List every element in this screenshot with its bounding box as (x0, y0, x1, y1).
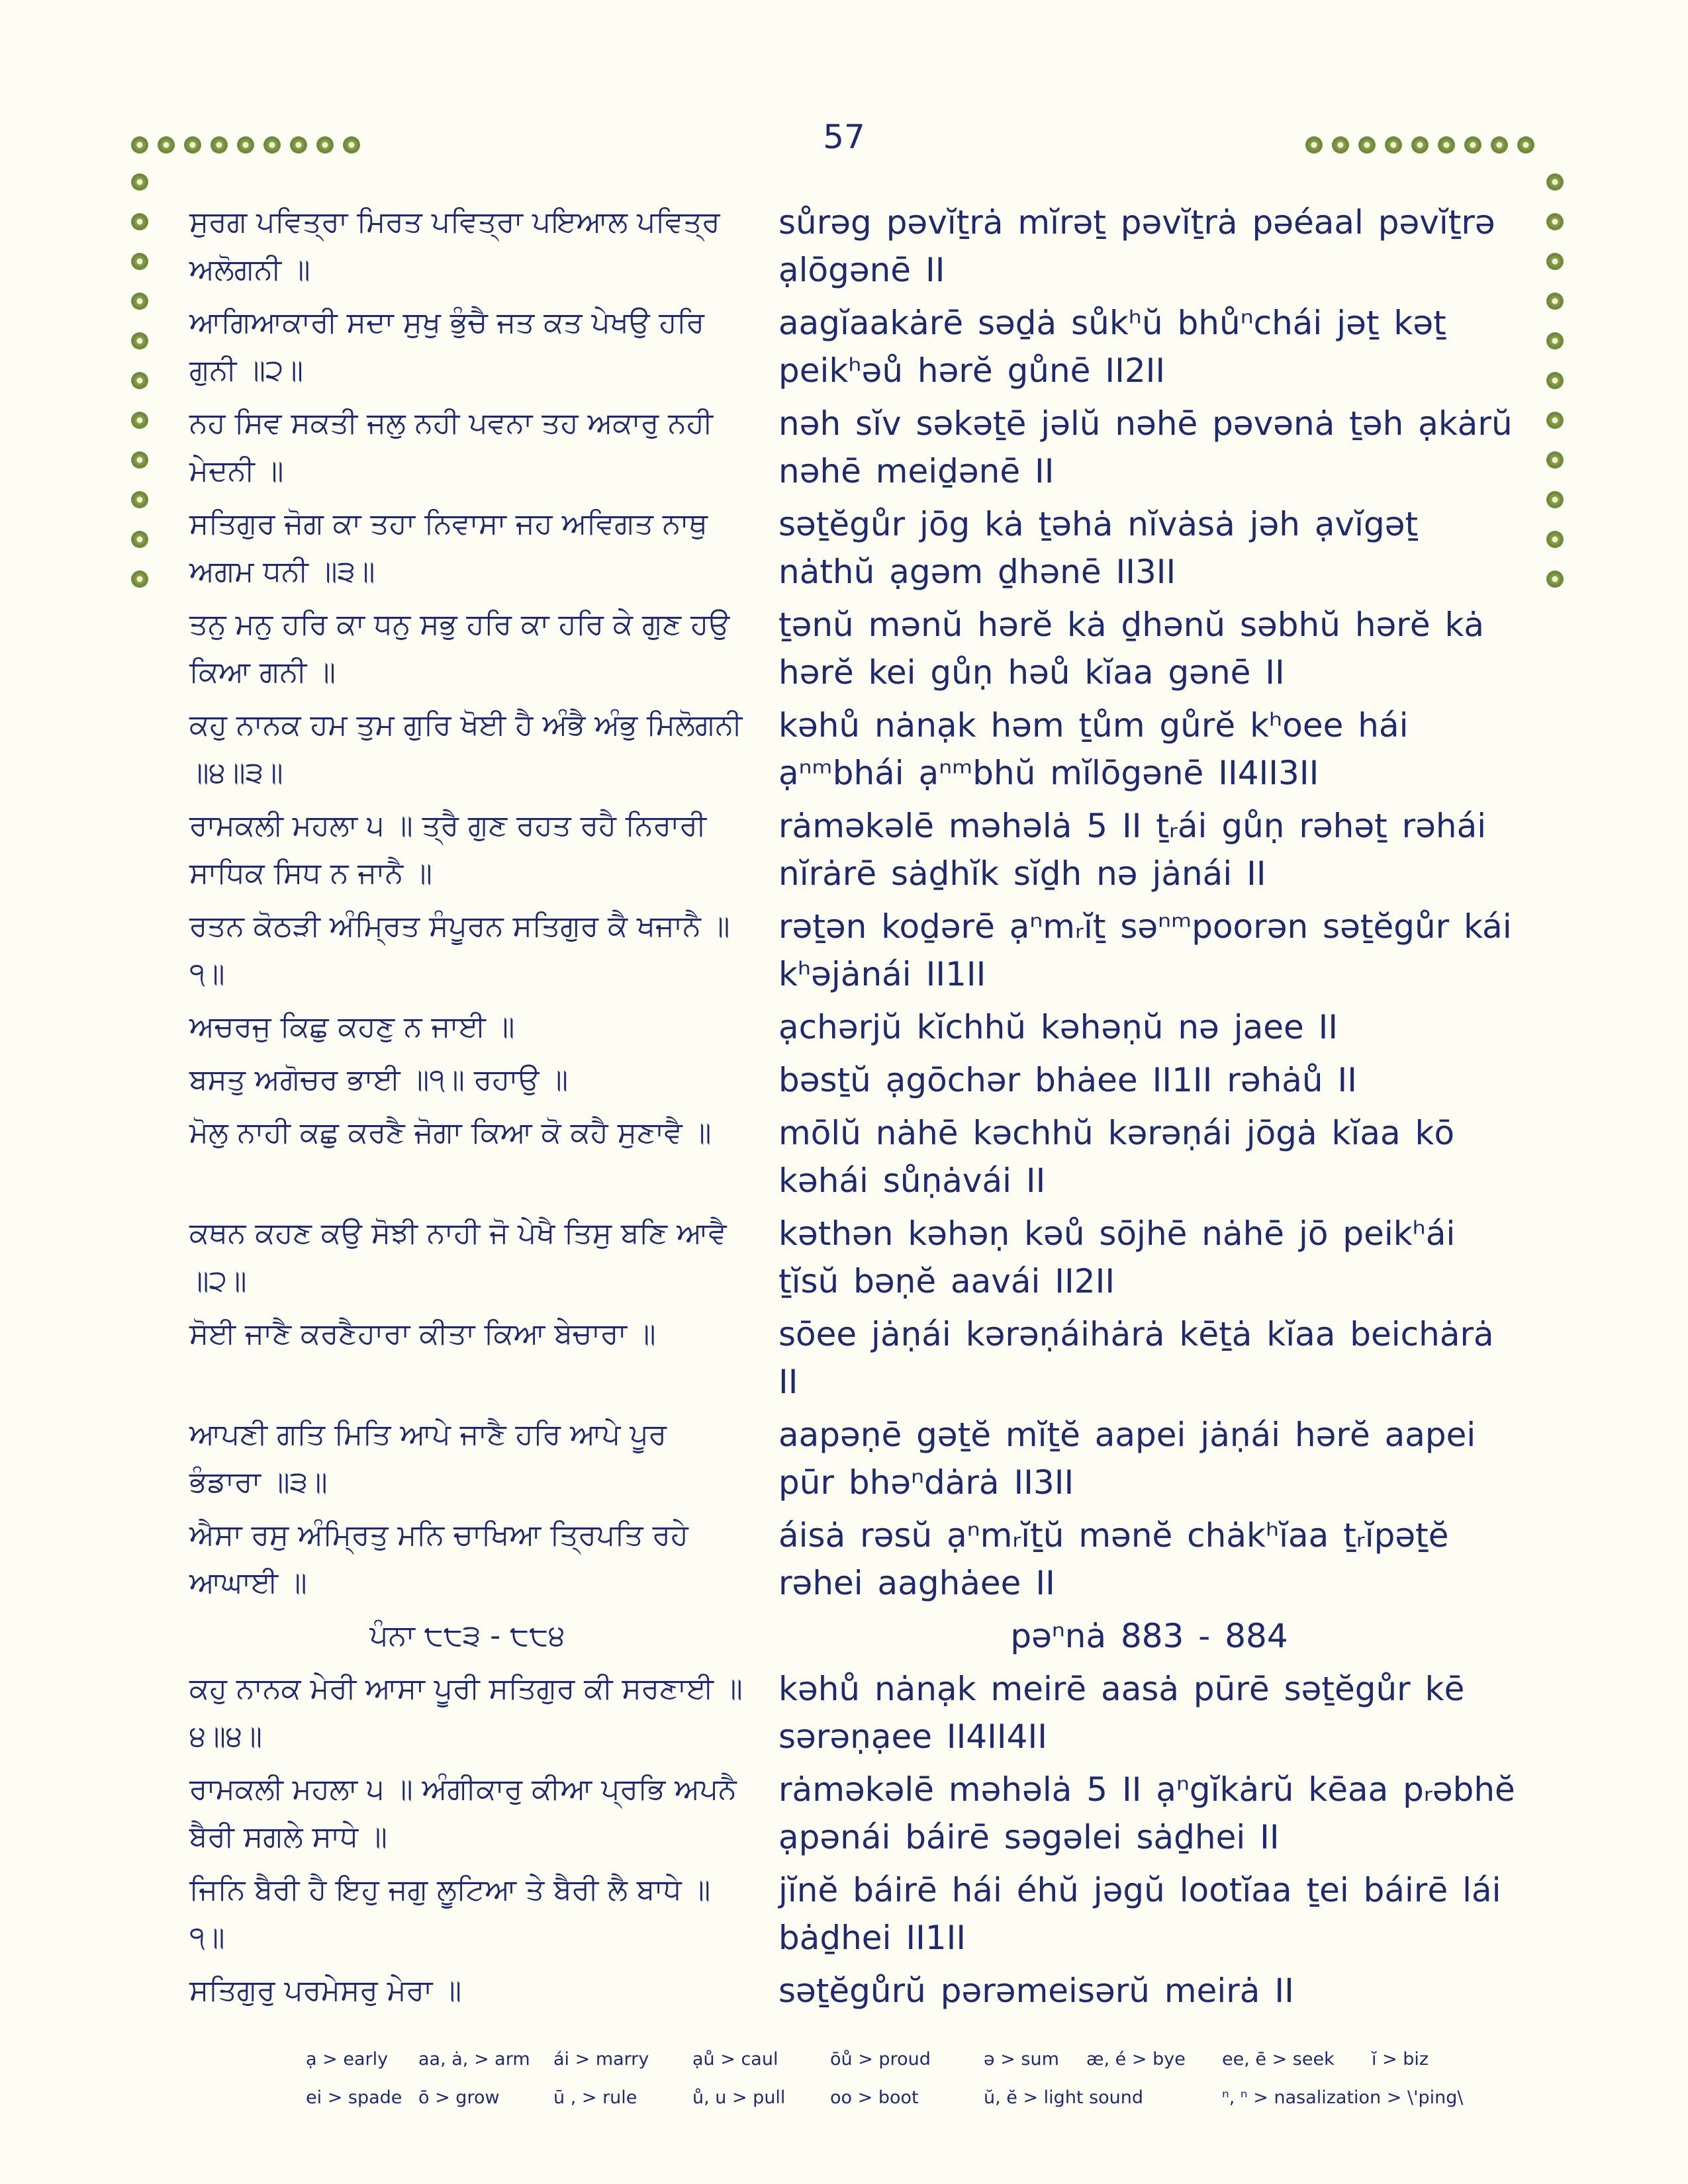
legend-entry: ee, ē > seek (1222, 2048, 1335, 2070)
verse-row (189, 1003, 1520, 1051)
flower-ornament-icon (1305, 136, 1323, 154)
flower-ornament-icon (316, 136, 334, 154)
flower-ornament-icon (1546, 531, 1564, 548)
verse-row (189, 500, 1520, 596)
ornament-right-column (1546, 173, 1564, 588)
legend-entry: ů, u > pull (692, 2087, 786, 2108)
transliteration-text: áisȧ rəsŭ ạⁿmᵣĭṯŭ mənĕ chȧkʰĭaa ṯᵣĭpəṯĕ rəhei aaghȧee II (778, 1516, 1449, 1602)
flower-ornament-icon (184, 136, 201, 154)
gurmukhi-text: ਸੋਈ ਜਾਣੈ ਕਰਣੈਹਾਰਾ ਕੀਤਾ ਕਿਆ ਬੇਚਾਰਾ ॥ (189, 1317, 656, 1351)
transliteration-text: kəthən kəhəṇ kəů sōjhē nȧhē jō peikʰái ṯĭsŭ bəṇĕ aavái II2II (778, 1214, 1456, 1300)
gurmukhi-text: ਤਨੁ ਮਨੁ ਹਰਿ ਕਾ ਧਨੁ ਸਭੁ ਹਰਿ ਕਾ ਹਰਿ ਕੇ ਗੁਣ ਹਉ ਕਿਆ ਗਨੀ ॥ (189, 608, 730, 689)
flower-ornament-icon (1491, 136, 1508, 154)
flower-ornament-icon (131, 136, 148, 154)
page-number: 57 (823, 118, 865, 156)
flower-ornament-icon (1546, 372, 1564, 389)
transliteration-text: kəhů nȧnạk meirē aasȧ pūrē səṯĕgůr kē sərəṇạee II4II4II (778, 1670, 1465, 1756)
pronunciation-legend (306, 2040, 1497, 2116)
verse-row (189, 1109, 1520, 1205)
gurmukhi-text: ਸੁਰਗ ਪਵਿਤ੍ਰਾ ਮਿਰਤ ਪਵਿਤ੍ਰਾ ਪਇਆਲ ਪਵਿਤ੍ਰ ਅਲੋਗਨੀ ॥ (189, 205, 720, 287)
ornament-top-left (131, 136, 360, 154)
flower-ornament-icon (1411, 136, 1429, 154)
transliteration-text: səṯĕgůrŭ pərəmeisərŭ meirȧ II (778, 1972, 1294, 2010)
flower-ornament-icon (237, 136, 254, 154)
flower-ornament-icon (290, 136, 307, 154)
transliteration-text: ṯənŭ mənŭ hərĕ kȧ ḏhənŭ səbhŭ hərĕ kȧ hərĕ kei gůṇ həů kĭaa gənē II (778, 606, 1485, 692)
legend-entry: ū , > rule (553, 2087, 637, 2108)
legend-entry: ạ > early (306, 2048, 389, 2070)
legend-entry: ái > marry (553, 2048, 649, 2070)
flower-ornament-icon (131, 412, 148, 429)
flower-ornament-icon (343, 136, 360, 154)
transliteration-text: mōlŭ nȧhē kəchhŭ kərəṇái jōgȧ kĭaa kō kəhái sůṇȧvái II (778, 1114, 1455, 1200)
flower-ornament-icon (1546, 570, 1564, 588)
verse-row (189, 601, 1520, 696)
verse-row (189, 400, 1520, 495)
flower-ornament-icon (1546, 253, 1564, 270)
verse-table (189, 199, 1520, 2015)
transliteration-text: rȧməkəlē məhəlȧ 5 II ṯᵣái gůṇ rəhəṯ rəhái nĭrȧrē sȧḏhĭk sĭḏh nə jȧnái II (778, 807, 1487, 893)
flower-ornament-icon (1546, 293, 1564, 310)
flower-ornament-icon (131, 293, 148, 310)
gurmukhi-text: ਆਪਣੀ ਗਤਿ ਮਿਤਿ ਆਪੇ ਜਾਣੈ ਹਰਿ ਆਪੇ ਪੂਰ ਭੰਡਾਰਾ ॥੩॥ (189, 1418, 667, 1499)
transliteration-text: rȧməkəlē məhəlȧ 5 II ạⁿgĭkȧrŭ kēaa pᵣəbhĕ ạpənái báirē səgəlei sȧḏhei II (778, 1770, 1515, 1856)
flower-ornament-icon (1546, 412, 1564, 429)
flower-ornament-icon (1546, 491, 1564, 508)
flower-ornament-icon (131, 451, 148, 469)
gurmukhi-text: ਕਹੁ ਨਾਨਕ ਮੇਰੀ ਆਸਾ ਪੂਰੀ ਸਤਿਗੁਰ ਕੀ ਸਰਣਾਈ ॥੪॥੪॥ (189, 1672, 743, 1753)
legend-row (306, 2040, 1497, 2078)
verse-row (189, 1310, 1520, 1406)
flower-ornament-icon (131, 253, 148, 270)
legend-entry: ōů > proud (830, 2048, 931, 2070)
flower-ornament-icon (211, 136, 228, 154)
legend-entry: ei > spade (306, 2087, 402, 2108)
gurmukhi-text: ਸਤਿਗੁਰ ਜੋਗ ਕਾ ਤਹਾ ਨਿਵਾਸਾ ਜਹ ਅਵਿਗਤ ਨਾਥੁ ਅਗਮ ਧਨੀ ॥੩॥ (189, 507, 708, 588)
flower-ornament-icon (1332, 136, 1349, 154)
flower-ornament-icon (131, 173, 148, 191)
transliteration-text: səṯĕgůr jōg kȧ ṯəhȧ nĭvȧsȧ jəh ạvĭgəṯ nȧthŭ ạgəm ḏhənē II3II (778, 505, 1419, 591)
flower-ornament-icon (1358, 136, 1376, 154)
legend-entry: ⁿ, ⁿ > nasalization > \'ping\ (1222, 2087, 1464, 2108)
legend-entry: ŭ, ĕ > light sound (984, 2087, 1144, 2108)
legend-entry: ō > grow (418, 2087, 500, 2108)
gurmukhi-text: ਸਤਿਗੁਰੁ ਪਰਮੇਸਰੁ ਮੇਰਾ ॥ (189, 1974, 462, 2007)
verse-row (189, 1967, 1520, 2015)
transliteration-text: jĭnĕ báirē hái éhŭ jəgŭ lootĭaa ṯei báirē lái bȧḏhei II1II (778, 1871, 1501, 1957)
flower-ornament-icon (1464, 136, 1481, 154)
flower-ornament-icon (1546, 451, 1564, 469)
flower-ornament-icon (1546, 213, 1564, 230)
page-reference-translit: pəⁿnȧ 883 - 884 (1010, 1617, 1288, 1655)
verse-row (189, 903, 1520, 998)
gurmukhi-text: ਨਹ ਸਿਵ ਸਕਤੀ ਜਲੁ ਨਹੀ ਪਵਨਾ ਤਹ ਅਕਾਰੁ ਨਹੀ ਮੇਦਨੀ ॥ (189, 406, 714, 488)
gurmukhi-text: ਐਸਾ ਰਸੁ ਅੰਮ੍ਰਿਤੁ ਮਨਿ ਚਾਖਿਆ ਤ੍ਰਿਪਤਿ ਰਹੇ ਆਘਾਈ ॥ (189, 1518, 688, 1600)
verse-row (189, 1411, 1520, 1506)
transliteration-text: bəsṯŭ ạgōchər bhȧee II1II rəhȧů II (778, 1061, 1357, 1099)
verse-row (189, 1665, 1520, 1760)
verse-row (189, 1056, 1520, 1104)
ornament-top-right (1305, 136, 1534, 154)
verse-row (189, 702, 1520, 797)
legend-entry: ạů > caul (692, 2048, 778, 2070)
gurmukhi-text: ਜਿਨਿ ਬੈਰੀ ਹੈ ਇਹੁ ਜਗੁ ਲੂਟਿਆ ਤੇ ਬੈਰੀ ਲੈ ਬਾਧੇ ॥੧॥ (189, 1873, 711, 1954)
gurmukhi-text: ਰਾਮਕਲੀ ਮਹਲਾ ੫ ॥ ਤ੍ਰੈ ਗੁਣ ਰਹਤ ਰਹੈ ਨਿਰਾਰੀ ਸਾਧਿਕ ਸਿਧ ਨ ਜਾਨੈ ॥ (189, 809, 707, 890)
verse-row (189, 199, 1520, 294)
flower-ornament-icon (1517, 136, 1534, 154)
transliteration-text: kəhů nȧnạk həm ṯům gůrĕ kʰoee hái ạⁿᵐbhái ạⁿᵐbhŭ mĭlōgənē II4II3II (778, 706, 1409, 792)
flower-ornament-icon (158, 136, 175, 154)
flower-ornament-icon (263, 136, 281, 154)
flower-ornament-icon (131, 491, 148, 508)
verse-row (189, 1866, 1520, 1962)
legend-entry: aa, ȧ, > arm (418, 2048, 530, 2070)
flower-ornament-icon (131, 531, 148, 548)
verse-row (189, 1210, 1520, 1305)
flower-ornament-icon (131, 372, 148, 389)
gurmukhi-text: ਕਥਨ ਕਹਣ ਕਉ ਸੋਝੀ ਨਾਹੀ ਜੋ ਪੇਖੈ ਤਿਸੁ ਬਣਿ ਆਵੈ ॥੨॥ (189, 1216, 727, 1298)
ornament-left-column (131, 173, 148, 588)
gurmukhi-text: ਮੋਲੁ ਨਾਹੀ ਕਛੁ ਕਰਣੈ ਜੋਗਾ ਕਿਆ ਕੋ ਕਹੈ ਸੁਣਾਵੈ ॥ (189, 1116, 712, 1150)
flower-ornament-icon (131, 213, 148, 230)
page-reference-gurmukhi: ਪੰਨਾ ੮੮੩ - ੮੮੪ (369, 1619, 565, 1653)
flower-ornament-icon (1546, 173, 1564, 191)
legend-entry: oo > boot (830, 2087, 919, 2108)
flower-ornament-icon (1546, 332, 1564, 349)
transliteration-text: rəṯən koḏərē ạⁿmᵣĭṯ səⁿᵐpoorən səṯĕgůr kái kʰəjȧnái II1II (778, 907, 1512, 993)
gurmukhi-text: ਆਗਿਆਕਾਰੀ ਸਦਾ ਸੁਖੁ ਭੁੰਚੈ ਜਤ ਕਤ ਪੇਖਉ ਹਰਿ ਗੁਨੀ ॥੨॥ (189, 306, 705, 387)
legend-entry: ĭ > biz (1372, 2048, 1429, 2070)
flower-ornament-icon (1438, 136, 1455, 154)
transliteration-text: sůrəg pəvĭṯrȧ mĭrəṯ pəvĭṯrȧ pəéaal pəvĭṯrə ạlōgənē II (778, 203, 1495, 289)
transliteration-text: nəh sĭv səkəṯē jəlŭ nəhē pəvənȧ ṯəh ạkȧrŭ nəhē meiḏənē II (778, 404, 1513, 490)
transliteration-text: ạchərjŭ kĭchhŭ kəhəṇŭ nə jaee II (778, 1008, 1338, 1046)
legend-entry: ə > sum (984, 2048, 1059, 2070)
legend-row (306, 2078, 1497, 2116)
transliteration-text: aagĭaakȧrē səḏȧ sůkʰŭ bhůⁿchái jəṯ kəṯ peikʰəů hərĕ gůnē II2II (778, 304, 1446, 390)
flower-ornament-icon (131, 332, 148, 349)
verse-row (189, 1512, 1520, 1607)
verse-row (189, 299, 1520, 394)
page-reference-row (189, 1612, 1520, 1660)
gurmukhi-text: ਕਹੁ ਨਾਨਕ ਹਮ ਤੁਮ ਗੁਰਿ ਖੋਈ ਹੈ ਅੰਭੈ ਅੰਭੁ ਮਿਲੋਗਨੀ ॥੪॥੩॥ (189, 708, 743, 790)
verse-row (189, 1766, 1520, 1861)
gurmukhi-text: ਰਤਨ ਕੋਠੜੀ ਅੰਮ੍ਰਿਤ ਸੰਪੂਰਨ ਸਤਿਗੁਰ ਕੈ ਖਜਾਨੈ ॥੧॥ (189, 909, 730, 991)
transliteration-text: sōee jȧṇái kərəṇáihȧrȧ kēṯȧ kĭaa beichȧrȧ II (778, 1315, 1494, 1401)
verse-row (189, 802, 1520, 897)
legend-entry: æ, é > bye (1086, 2048, 1186, 2070)
transliteration-text: aapəṇē gəṯĕ mĭṯĕ aapei jȧṇái hərĕ aapei pūr bhəⁿdȧrȧ II3II (778, 1416, 1476, 1502)
flower-ornament-icon (1385, 136, 1402, 154)
gurmukhi-text: ਬਸਤੁ ਅਗੋਚਰ ਭਾਈ ॥੧॥ ਰਹਾਉ ॥ (189, 1063, 569, 1097)
gurmukhi-text: ਰਾਮਕਲੀ ਮਹਲਾ ੫ ॥ ਅੰਗੀਕਾਰੁ ਕੀਆ ਪ੍ਰਭਿ ਅਪਨੈ ਬੈਰੀ ਸਗਲੇ ਸਾਧੇ ॥ (189, 1772, 737, 1854)
gurmukhi-text: ਅਚਰਜੁ ਕਿਛੁ ਕਹਣੁ ਨ ਜਾਈ ॥ (189, 1010, 515, 1044)
flower-ornament-icon (131, 570, 148, 588)
